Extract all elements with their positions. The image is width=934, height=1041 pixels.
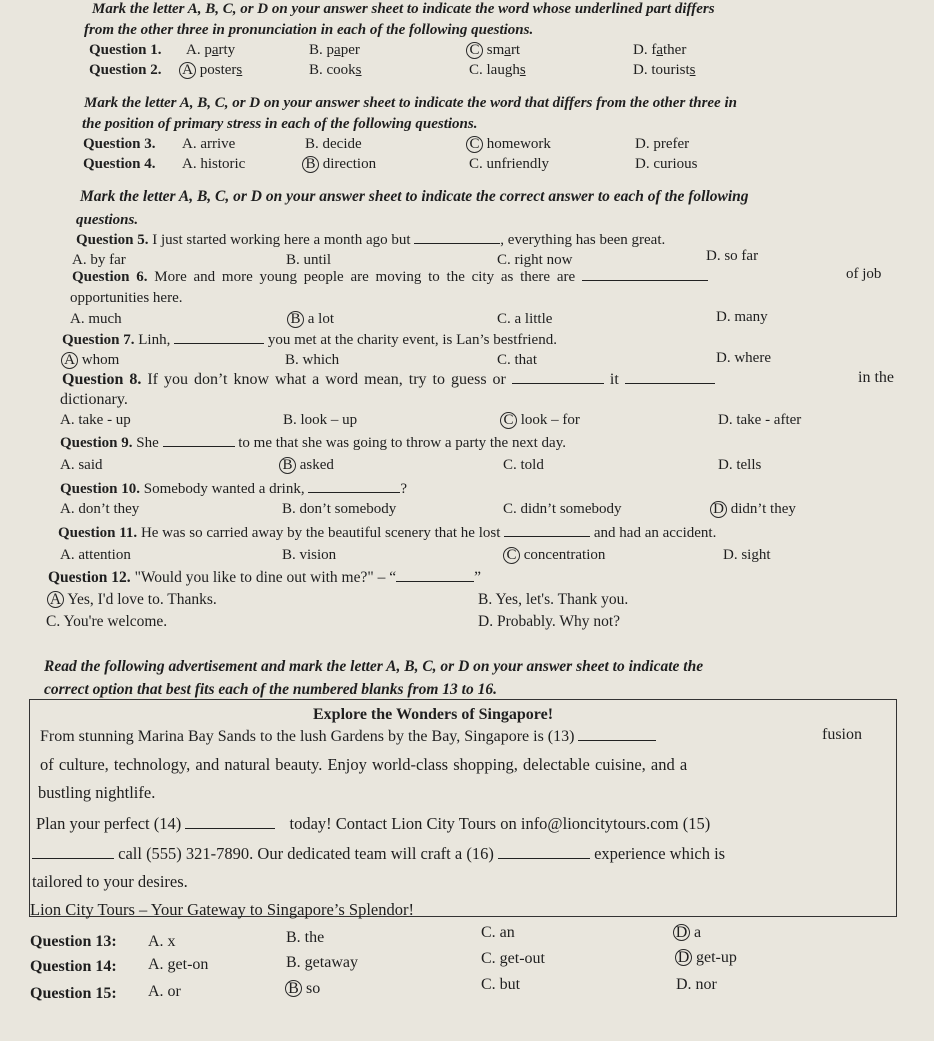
q7-blank[interactable] [174,331,264,344]
q8-option-c[interactable]: C look – for [503,411,580,429]
q13-option-b[interactable]: B. the [286,929,325,946]
answer-circle-mark: B [287,311,304,328]
q12-stem: Question 12. "Would you like to dine out with me?" – “ ” [48,569,481,586]
q8-blank-2[interactable] [625,371,715,384]
q12-option-c[interactable]: C. You're welcome. [46,613,168,630]
answer-circle-mark: A [61,352,78,369]
ad-line-7: Lion City Tours – Your Gateway to Singapore’s Splendor! [30,900,414,919]
q8-option-b[interactable]: B. look – up [283,412,358,428]
q10-option-d[interactable]: D didn’t they [713,500,796,518]
q7-option-d[interactable]: D. where [716,350,771,366]
section3-instruction-line1: Mark the letter A, B, C, or D on your answer sheet to indicate the correct answer to each of the following [80,188,749,205]
q7-stem: Question 7. Linh, you met at the charity event, is Lan’s bestfriend. [62,332,557,348]
section2-instruction-line1: Mark the letter A, B, C, or D on your answer sheet to indicate the word that differs from the other three in [84,95,737,111]
q5-blank[interactable] [414,231,500,244]
answer-circle-mark: B [285,980,302,997]
answer-circle-mark: A [179,62,196,79]
q9-stem: Question 9. She to me that she was going to throw a party the next day. [60,435,566,451]
q4-option-d[interactable]: D. curious [635,156,698,172]
q2-option-d[interactable]: D. tourists [633,62,696,78]
q11-option-a[interactable]: A. attention [60,547,131,563]
q14-label: Question 14: [30,958,117,975]
q7-option-a[interactable]: A whom [64,351,119,369]
q3-label: Question 3. [83,136,156,152]
q1-option-b[interactable]: B. paper [309,42,360,58]
q2-option-b[interactable]: B. cooks [309,62,362,78]
q3-option-c[interactable]: C homework [469,135,551,153]
q15-option-a[interactable]: A. or [148,983,181,1000]
blank-16[interactable] [498,846,590,859]
q10-stem: Question 10. Somebody wanted a drink, ? [60,481,407,497]
answer-circle-mark: B [302,156,319,173]
q10-blank[interactable] [308,480,400,493]
ad-line-5: call (555) 321-7890. Our dedicated team will craft a (16) experience which is [32,844,725,864]
q6-option-d[interactable]: D. many [716,309,768,325]
q3-option-d[interactable]: D. prefer [635,136,690,152]
ad-line-4: Plan your perfect (14) today! Contact Lion City Tours on info@lioncitytours.com (15) [36,814,711,833]
q5-option-b[interactable]: B. until [286,252,332,268]
ad-line-2: of culture, technology, and natural beauty. Enjoy world-class shopping, delectable cuisine, and a [40,755,688,774]
q9-option-c[interactable]: C. told [503,457,544,473]
q9-option-a[interactable]: A. said [60,457,103,473]
q1-option-d[interactable]: D. father [633,42,687,58]
q4-option-b[interactable]: B direction [305,155,376,173]
q10-option-b[interactable]: B. don’t somebody [282,501,397,517]
q8-option-d[interactable]: D. take - after [718,412,802,428]
answer-circle-mark: A [47,591,64,608]
q6-option-a[interactable]: A. much [70,311,122,327]
q5-option-a[interactable]: A. by far [72,252,126,268]
q11-stem: Question 11. He was so carried away by the beautiful scenery that he lost and had an accident. [58,525,717,541]
q6-blank[interactable] [582,268,708,281]
q15-label: Question 15: [30,985,117,1002]
q14-option-d[interactable]: D get-up [678,949,737,967]
q6-stem-end: of job [846,266,882,282]
q5-option-c[interactable]: C. right now [497,252,573,268]
q13-option-a[interactable]: A. x [148,933,176,950]
answer-circle-mark: D [710,501,727,518]
section2-instruction-line2: the position of primary stress in each of the following questions. [82,116,478,132]
q15-option-b[interactable]: B so [288,980,320,998]
ad-line-1-end: fusion [822,726,862,743]
q13-label: Question 13: [30,933,117,950]
q12-blank[interactable] [396,569,474,582]
q14-option-b[interactable]: B. getaway [286,954,358,971]
q8-stem-line2: dictionary. [60,391,128,408]
blank-13[interactable] [578,728,656,741]
q2-option-c[interactable]: C. laughs [469,62,526,78]
answer-circle-mark: C [466,42,483,59]
q12-option-a[interactable]: A Yes, I'd love to. Thanks. [50,591,217,609]
ad-title: Explore the Wonders of Singapore! [313,706,554,723]
q4-option-c[interactable]: C. unfriendly [469,156,549,172]
q6-option-c[interactable]: C. a little [497,311,553,327]
q5-option-d[interactable]: D. so far [706,248,759,264]
q12-option-d[interactable]: D. Probably. Why not? [478,613,621,630]
q6-stem: Question 6. More and more young people are moving to the city as there are [72,268,708,286]
q13-option-c[interactable]: C. an [481,924,515,941]
section1-instruction-line1: Mark the letter A, B, C, or D on your answer sheet to indicate the word whose underlined part differs [92,1,715,17]
q8-stem-end: in the [858,369,894,386]
section3-instruction-line2: questions. [76,212,139,228]
q10-option-a[interactable]: A. don’t they [60,501,140,517]
q7-option-b[interactable]: B. which [285,352,340,368]
q3-option-a[interactable]: A. arrive [182,136,236,152]
q11-option-c[interactable]: C concentration [506,546,605,564]
q9-option-b[interactable]: B asked [282,456,334,474]
q9-option-d[interactable]: D. tells [718,457,762,473]
q1-option-a[interactable]: A. party [186,42,236,58]
q6-stem-line2: opportunities here. [70,290,183,306]
section4-instruction-line2: correct option that best fits each of the numbered blanks from 13 to 16. [44,681,497,698]
answer-circle-mark: B [279,457,296,474]
section4-instruction-line1: Read the following advertisement and mark the letter A, B, C, or D on your answer sheet to indicate the [44,658,704,675]
q1-label: Question 1. [89,42,162,58]
q10-option-c[interactable]: C. didn’t somebody [503,501,622,517]
q1-option-c[interactable]: C smart [469,41,520,59]
answer-circle-mark: C [503,547,520,564]
q8-option-a[interactable]: A. take - up [60,412,131,428]
q3-option-b[interactable]: B. decide [305,136,362,152]
q2-label: Question 2. [89,62,162,78]
ad-line-1: From stunning Marina Bay Sands to the lush Gardens by the Bay, Singapore is (13) [40,727,656,747]
answer-circle-mark: C [466,136,483,153]
q6-option-b[interactable]: B a lot [290,310,334,328]
section1-instruction-line2: from the other three in pronunciation in each of the following questions. [84,22,534,38]
q15-option-d[interactable]: D. nor [676,976,717,993]
q7-option-c[interactable]: C. that [497,352,537,368]
q8-stem: Question 8. If you don’t know what a word mean, try to guess or it [62,371,715,389]
answer-circle-mark: D [675,949,692,966]
q13-option-d[interactable]: D a [676,924,701,942]
q8-blank-1[interactable] [512,371,604,384]
q4-label: Question 4. [83,156,156,172]
q14-option-c[interactable]: C. get-out [481,950,545,967]
q11-option-b[interactable]: B. vision [282,547,337,563]
q11-option-d[interactable]: D. sight [723,547,771,563]
q2-option-a[interactable]: A posters [182,61,242,79]
q11-blank[interactable] [504,524,590,537]
q4-option-a[interactable]: A. historic [182,156,246,172]
ad-line-3: bustling nightlife. [38,783,156,802]
q5-stem: Question 5. I just started working here a month ago but , everything has been great. [76,232,666,248]
q12-option-b[interactable]: B. Yes, let's. Thank you. [478,591,629,608]
answer-circle-mark: C [500,412,517,429]
blank-14[interactable] [185,816,275,829]
answer-circle-mark: D [673,924,690,941]
q9-blank[interactable] [163,434,235,447]
blank-15[interactable] [32,846,114,859]
q14-option-a[interactable]: A. get-on [148,956,209,973]
ad-line-6: tailored to your desires. [32,872,188,891]
q15-option-c[interactable]: C. but [481,976,521,993]
